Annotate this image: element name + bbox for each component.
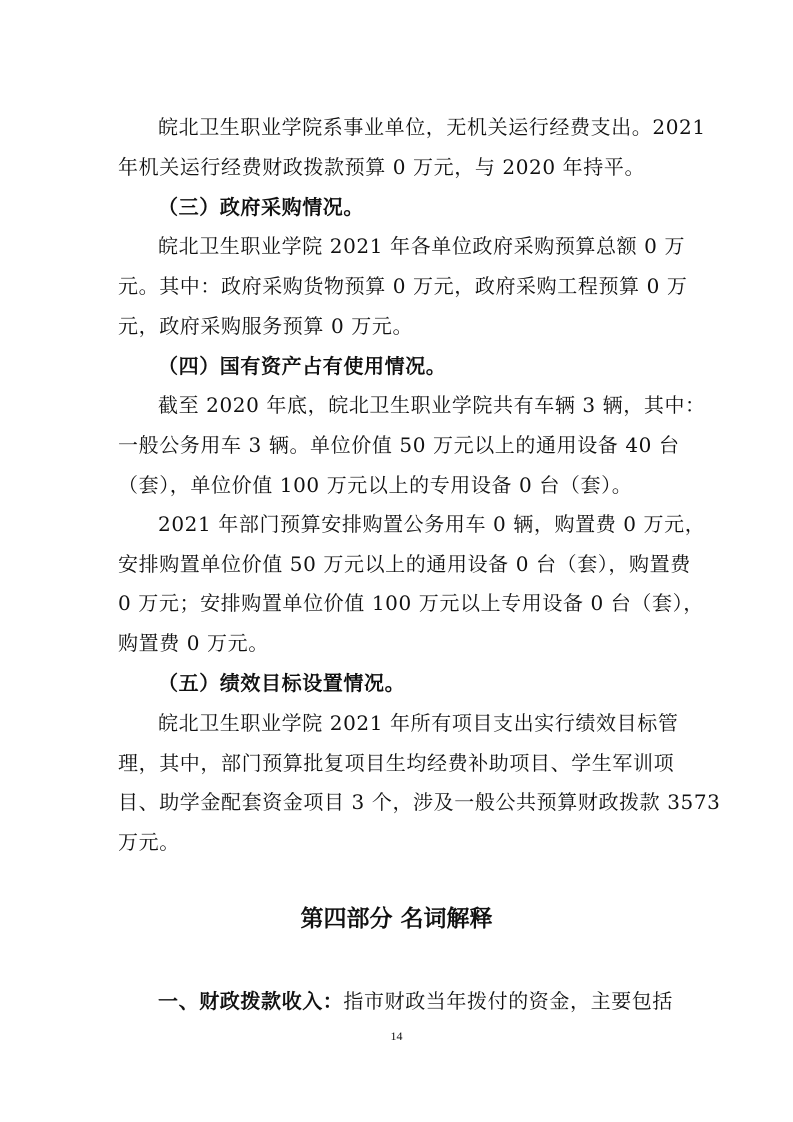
body-line: 皖北卫生职业学院 2021 年所有项目支出实行绩效目标管	[158, 711, 679, 735]
body-line: 一般公务用车 3 辆。单位价值 50 万元以上的通用设备 40 台	[118, 433, 680, 457]
body-line: 截至 2020 年底，皖北卫生职业学院共有车辆 3 辆，其中：	[158, 393, 706, 417]
body-line: （套），单位价值 100 万元以上的专用设备 0 台（套）。	[118, 473, 633, 497]
definition-term: 一、财政拨款收入：	[158, 989, 344, 1013]
body-line: 安排购置单位价值 50 万元以上的通用设备 0 台（套），购置费	[118, 552, 691, 576]
body-line: 购置费 0 万元。	[118, 631, 269, 655]
body-line: 元，政府采购服务预算 0 万元。	[118, 314, 414, 338]
body-line: 2021 年部门预算安排购置公务用车 0 辆，购置费 0 万元，	[158, 512, 706, 536]
body-line: 皖北卫生职业学院系事业单位，无机关运行经费支出。2021	[158, 115, 706, 139]
body-line: 万元。	[118, 830, 180, 854]
section-heading: （五）绩效目标设置情况。	[158, 671, 406, 695]
section-heading: （四）国有资产占有使用情况。	[158, 354, 447, 378]
definition-text: 指市财政当年拨付的资金，主要包括	[343, 989, 674, 1013]
body-line: 目、助学金配套资金项目 3 个，涉及一般公共预算财政拨款 3573	[118, 790, 721, 814]
page-number: 14	[390, 1029, 403, 1043]
body-line: 0 万元；安排购置单位价值 100 万元以上专用设备 0 台（套），	[118, 591, 704, 615]
body-line: 元。其中：政府采购货物预算 0 万元，政府采购工程预算 0 万	[118, 274, 688, 298]
body-line: 皖北卫生职业学院 2021 年各单位政府采购预算总额 0 万	[158, 234, 686, 258]
part-title: 第四部分 名词解释	[300, 906, 493, 932]
section-heading: （三）政府采购情况。	[158, 195, 364, 219]
body-line: 年机关运行经费财政拨款预算 0 万元，与 2020 年持平。	[118, 155, 646, 179]
body-line: 理，其中，部门预算批复项目生均经费补助项目、学生军训项	[118, 751, 675, 775]
definition-line	[158, 987, 698, 1015]
